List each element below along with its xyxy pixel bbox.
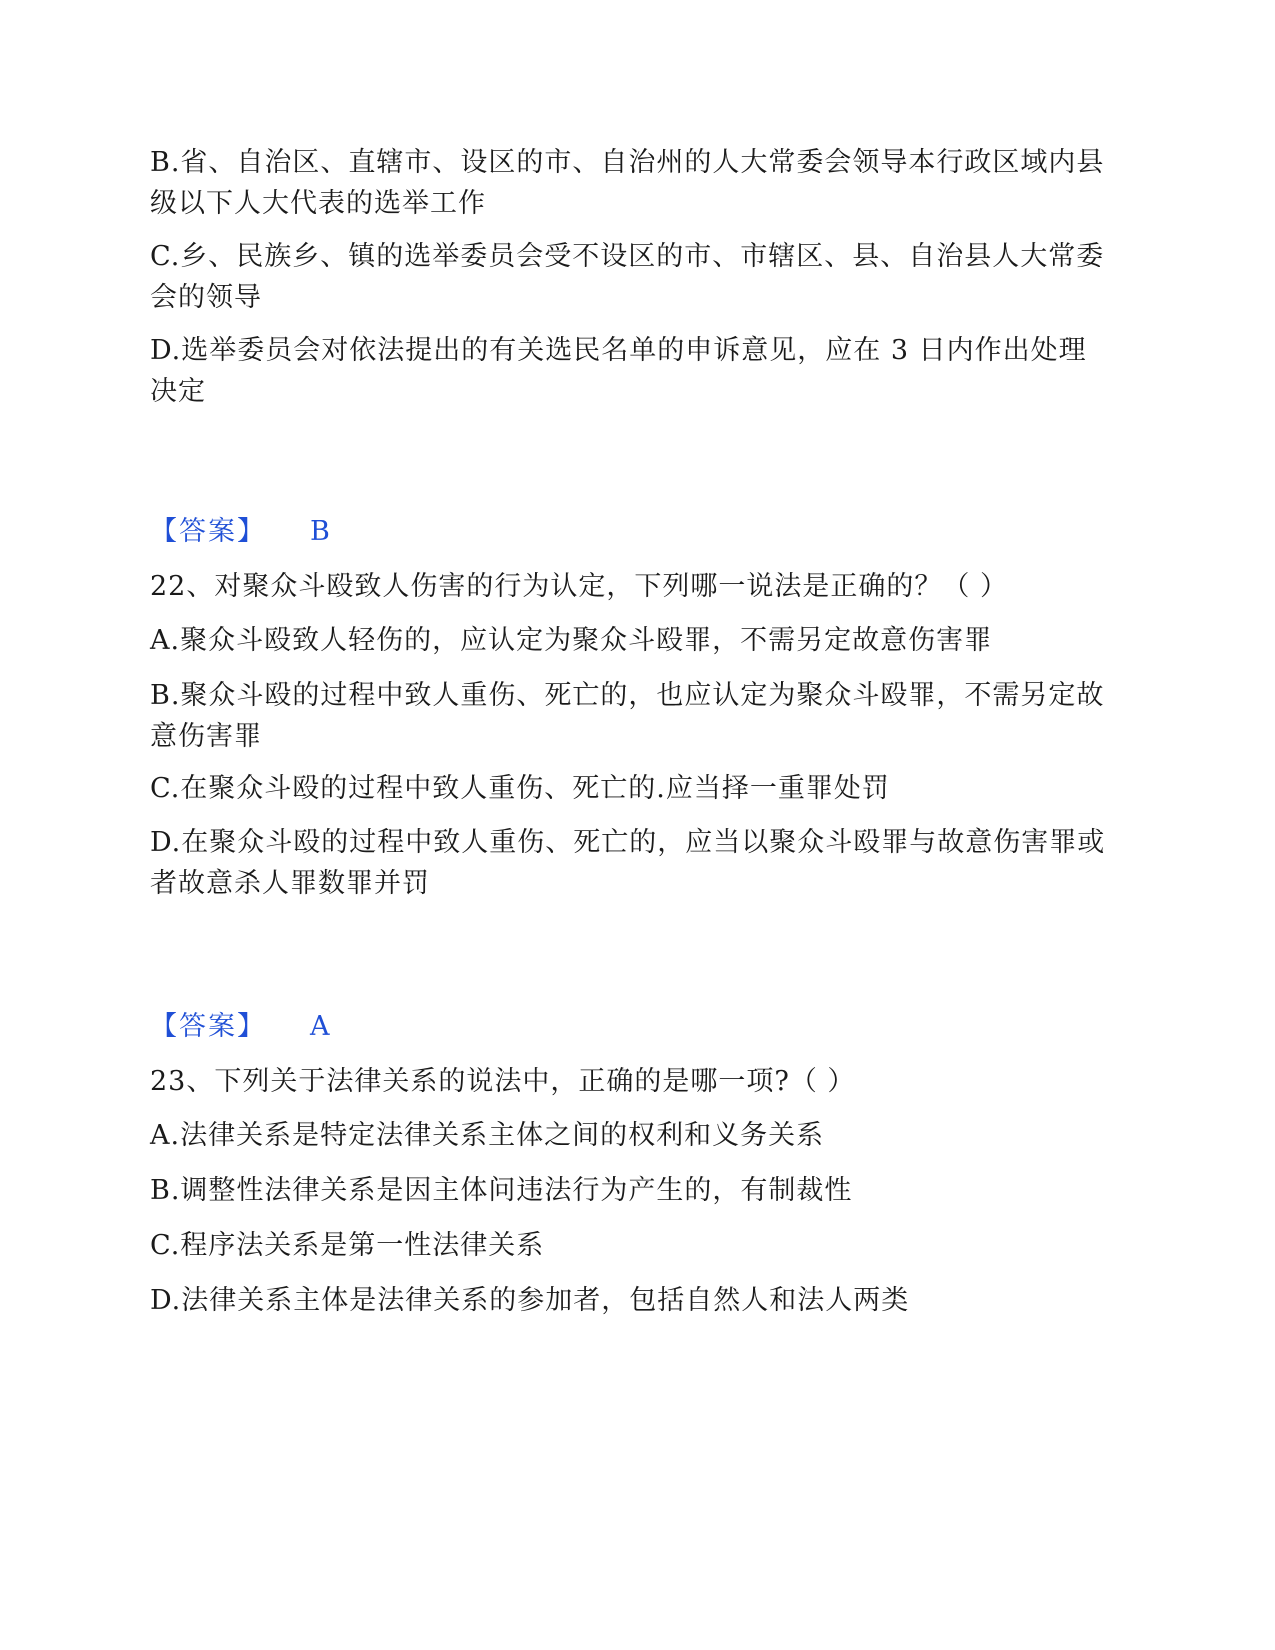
answer-label: 【答案】	[150, 1011, 266, 1042]
prev-option-d: D.选举委员会对依法提出的有关选民名单的申诉意见，应在 3 日内作出处理决定	[150, 335, 1087, 407]
prev-answer-row	[150, 511, 1110, 552]
prev-option-b: B.省、自治区、直辖市、设区的市、自治州的人大常委会领导本行政区域内县级以下人大代表的选举工作	[150, 147, 1105, 219]
q23-option-d: D.法律关系主体是法律关系的参加者，包括自然人和法人两类	[150, 1285, 910, 1316]
q23-option-c: C.程序法关系是第一性法律关系	[150, 1230, 545, 1261]
q22-option-a: A.聚众斗殴致人轻伤的，应认定为聚众斗殴罪，不需另定故意伤害罪	[150, 625, 993, 656]
q22-option-c: C.在聚众斗殴的过程中致人重伤、死亡的.应当择一重罪处罚	[150, 773, 890, 804]
q23-stem: 23、下列关于法律关系的说法中，正确的是哪一项?（ ）	[150, 1066, 856, 1097]
answer-value: A	[310, 1011, 330, 1042]
q22-option-b: B.聚众斗殴的过程中致人重伤、死亡的，也应认定为聚众斗殴罪，不需另定故意伤害罪	[150, 680, 1105, 752]
q23-option-b: B.调整性法律关系是因主体问违法行为产生的，有制裁性	[150, 1175, 853, 1206]
answer-value: B	[310, 516, 330, 547]
q23-option-a: A.法律关系是特定法律关系主体之间的权利和义务关系	[150, 1120, 825, 1151]
prev-option-c: C.乡、民族乡、镇的选举委员会受不设区的市、市辖区、县、自治县人大常委会的领导	[150, 241, 1105, 313]
q22-stem: 22、对聚众斗殴致人伤害的行为认定，下列哪一说法是正确的？（ ）	[150, 571, 1008, 602]
q22-option-d: D.在聚众斗殴的过程中致人重伤、死亡的，应当以聚众斗殴罪与故意伤害罪或者故意杀人罪数罪并罚	[150, 827, 1106, 899]
q22-answer-row	[150, 1006, 1110, 1047]
answer-label: 【答案】	[150, 516, 266, 547]
